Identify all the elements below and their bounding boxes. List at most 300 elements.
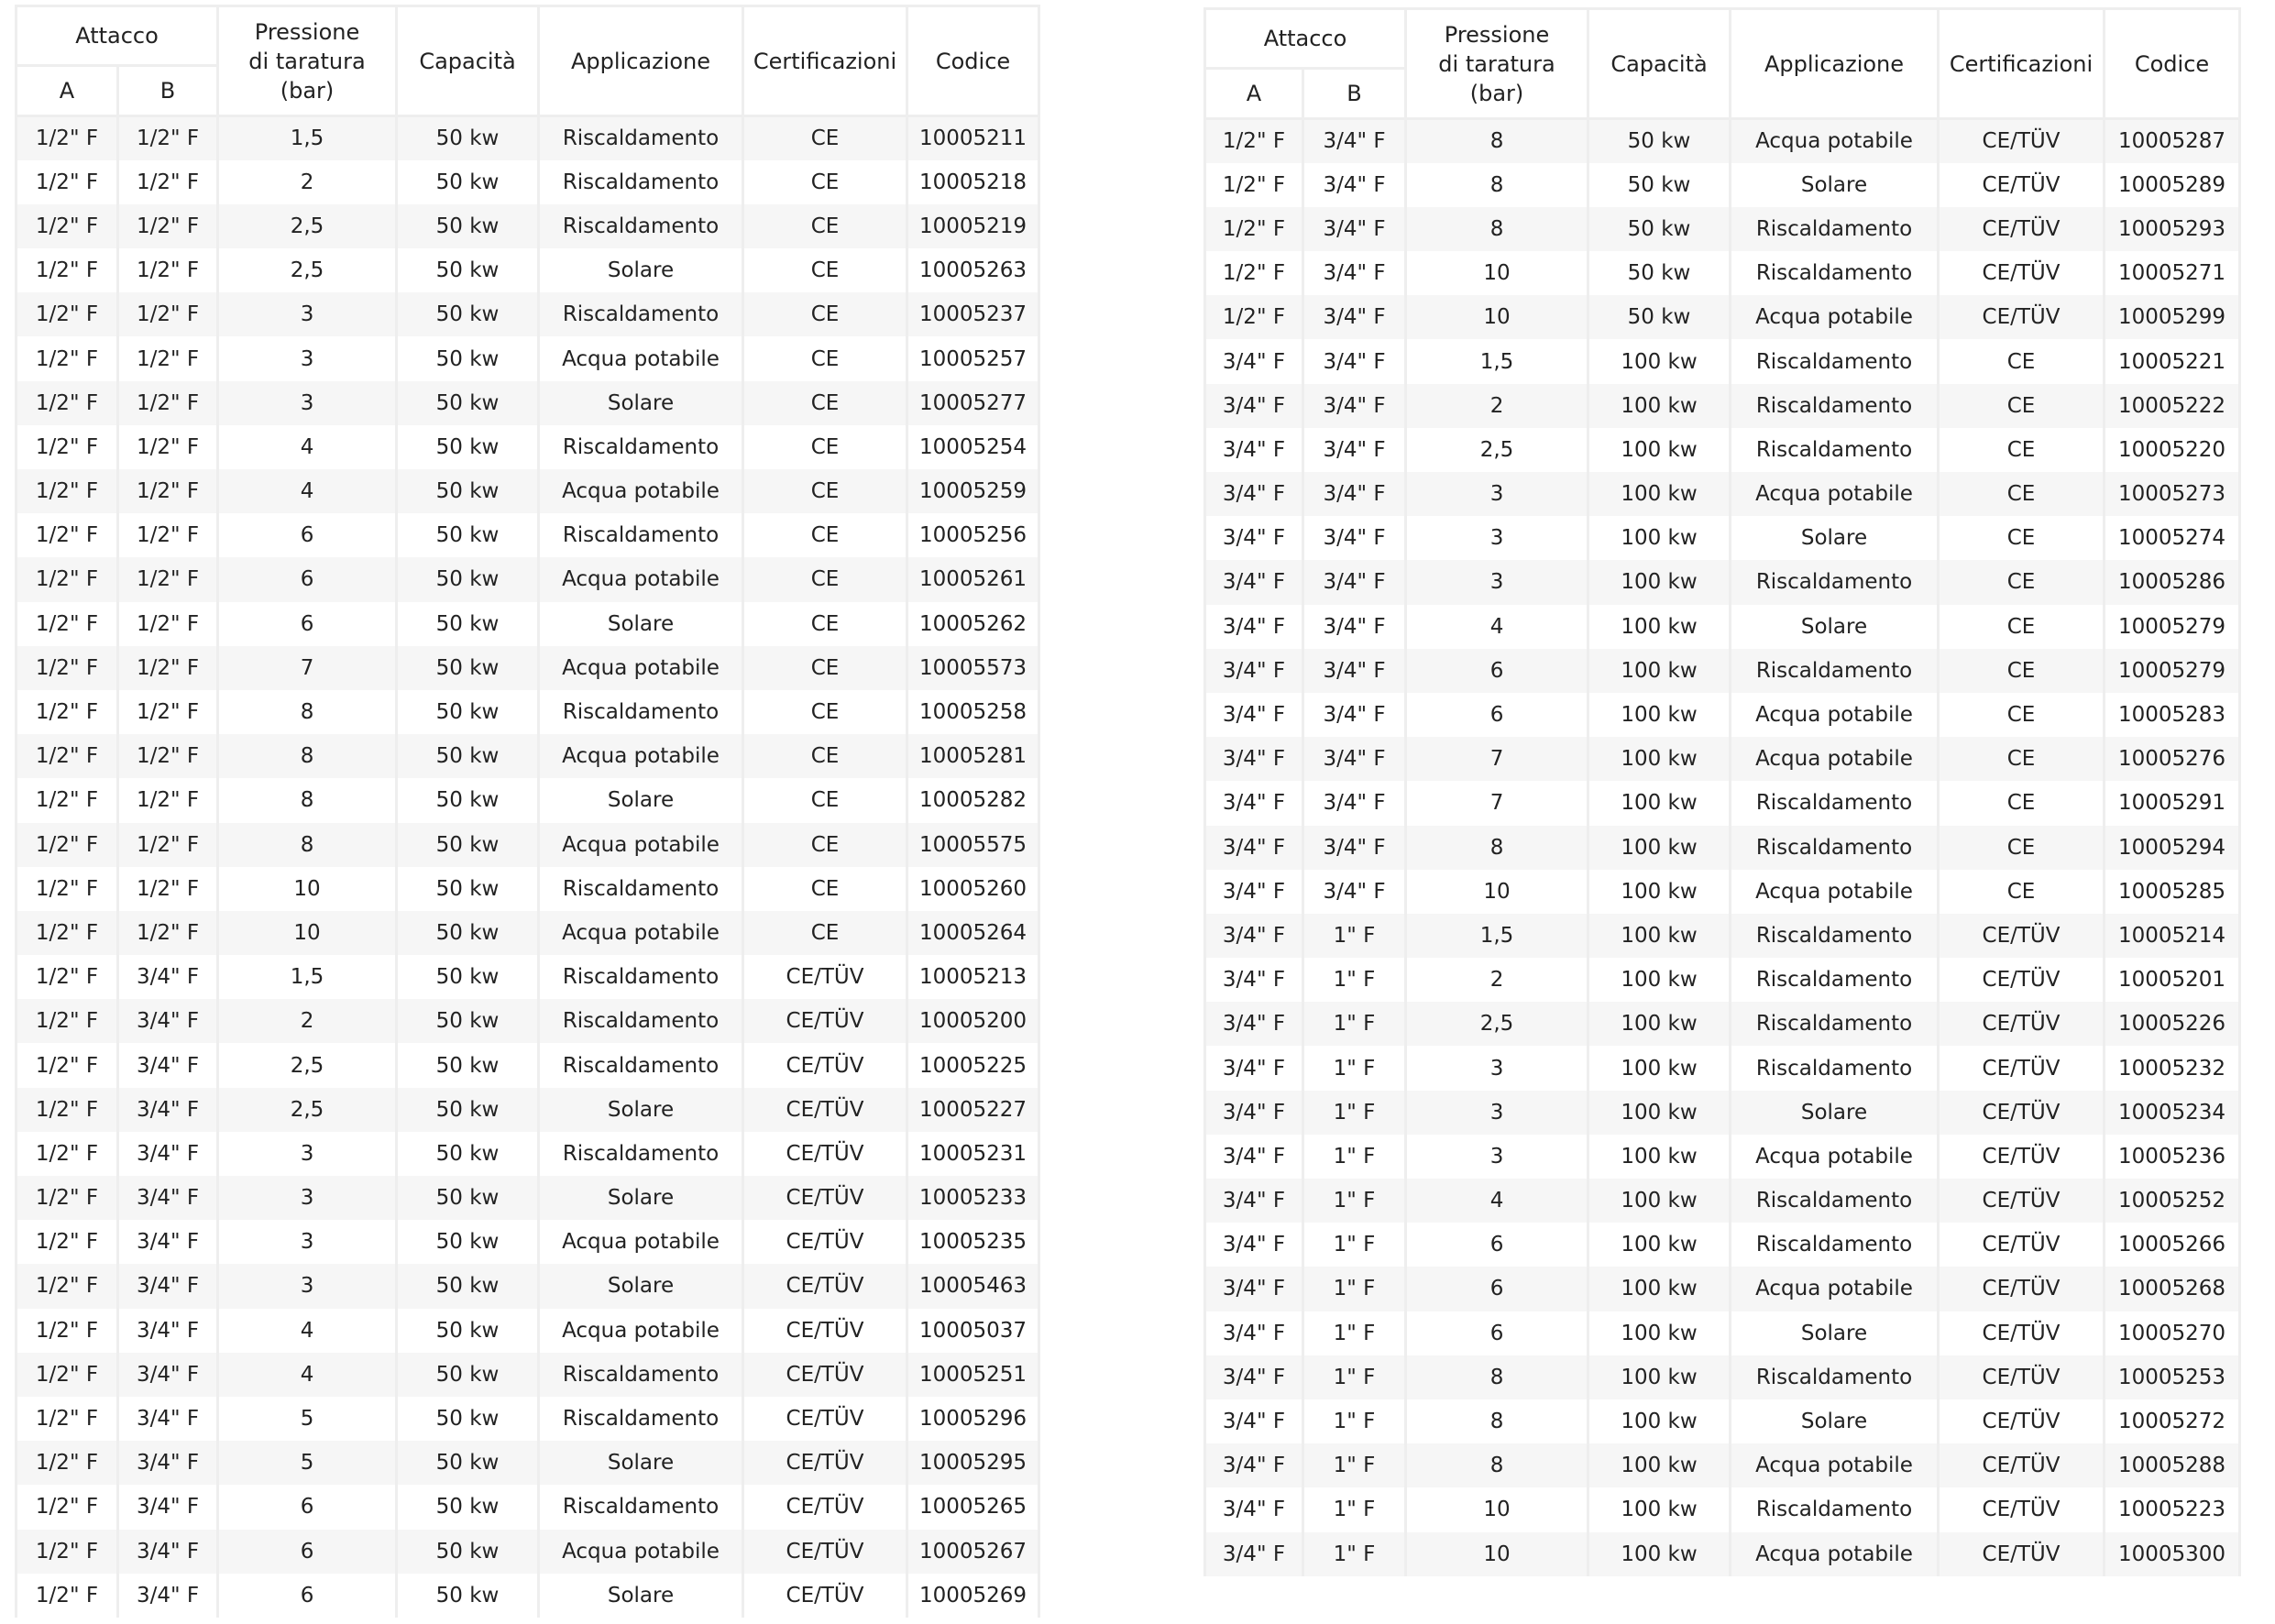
table-row	[1205, 649, 2240, 693]
cell-attacco-b: 1" F	[1303, 1223, 1406, 1267]
cell-capacita: 50 kw	[397, 381, 539, 425]
cell-attacco-b: 3/4" F	[118, 1088, 218, 1132]
cell-attacco-a: 3/4" F	[1205, 1091, 1303, 1135]
cell-attacco-b: 3/4" F	[118, 955, 218, 999]
cell-capacita: 100 kw	[1588, 649, 1731, 693]
cell-codice: 10005573	[907, 646, 1039, 690]
cell-applicazione: Acqua potabile	[1731, 1532, 1939, 1576]
cell-capacita: 50 kw	[1588, 119, 1731, 163]
cell-certificazioni: CE/TÜV	[743, 1574, 907, 1618]
cell-pressione: 10	[218, 911, 397, 955]
cell-attacco-a: 1/2" F	[16, 1574, 118, 1618]
cell-capacita: 50 kw	[397, 1176, 539, 1220]
cell-capacita: 100 kw	[1588, 1267, 1731, 1311]
cell-attacco-a: 3/4" F	[1205, 1223, 1303, 1267]
cell-attacco-b: 3/4" F	[1303, 781, 1406, 825]
cell-codice: 10005291	[2105, 781, 2240, 825]
cell-applicazione: Acqua potabile	[539, 1309, 743, 1353]
cell-pressione: 2,5	[218, 1043, 397, 1087]
cell-codice: 10005232	[2105, 1046, 2240, 1090]
cell-pressione: 3	[218, 1176, 397, 1220]
table-row	[16, 1485, 1039, 1529]
cell-pressione: 8	[1406, 119, 1588, 163]
cell-codice: 10005269	[907, 1574, 1039, 1618]
cell-certificazioni: CE	[1939, 781, 2105, 825]
cell-certificazioni: CE/TÜV	[743, 1441, 907, 1485]
cell-attacco-b: 3/4" F	[1303, 649, 1406, 693]
cell-certificazioni: CE/TÜV	[1939, 295, 2105, 339]
cell-applicazione: Acqua potabile	[539, 1220, 743, 1264]
cell-attacco-a: 1/2" F	[16, 1132, 118, 1176]
cell-applicazione: Riscaldamento	[1731, 914, 1939, 958]
cell-attacco-a: 1/2" F	[16, 823, 118, 867]
cell-codice: 10005288	[2105, 1443, 2240, 1487]
cell-attacco-a: 3/4" F	[1205, 914, 1303, 958]
cell-pressione: 7	[1406, 781, 1588, 825]
cell-pressione: 8	[1406, 1355, 1588, 1399]
cell-attacco-a: 3/4" F	[1205, 1179, 1303, 1223]
cell-attacco-b: 3/4" F	[118, 1485, 218, 1529]
cell-certificazioni: CE	[743, 867, 907, 911]
cell-certificazioni: CE/TÜV	[1939, 914, 2105, 958]
cell-pressione: 3	[1406, 472, 1588, 516]
table-row	[16, 557, 1039, 601]
cell-codice: 10005272	[2105, 1399, 2240, 1443]
cell-attacco-a: 3/4" F	[1205, 1487, 1303, 1531]
cell-codice: 10005256	[907, 513, 1039, 557]
cell-capacita: 50 kw	[397, 1264, 539, 1308]
cell-pressione: 6	[218, 557, 397, 601]
cell-codice: 10005226	[2105, 1002, 2240, 1046]
header-codice: Codice	[2105, 9, 2240, 119]
cell-codice: 10005287	[2105, 119, 2240, 163]
cell-pressione: 2	[1406, 958, 1588, 1002]
cell-attacco-b: 3/4" F	[1303, 472, 1406, 516]
cell-capacita: 100 kw	[1588, 1487, 1731, 1531]
cell-certificazioni: CE/TÜV	[743, 1264, 907, 1308]
cell-attacco-b: 3/4" F	[1303, 737, 1406, 781]
header-pressione-line1: Pressione	[1444, 21, 1550, 48]
cell-applicazione: Riscaldamento	[1731, 1223, 1939, 1267]
cell-capacita: 100 kw	[1588, 516, 1731, 560]
cell-applicazione: Riscaldamento	[1731, 781, 1939, 825]
cell-certificazioni: CE	[1939, 384, 2105, 428]
table-row	[1205, 1311, 2240, 1355]
cell-attacco-b: 1/2" F	[118, 425, 218, 469]
cell-attacco-b: 3/4" F	[118, 1530, 218, 1574]
cell-pressione: 4	[1406, 605, 1588, 649]
cell-attacco-b: 1" F	[1303, 1002, 1406, 1046]
cell-applicazione: Riscaldamento	[539, 425, 743, 469]
table-row	[1205, 1487, 2240, 1531]
table-row	[16, 955, 1039, 999]
header-capacita: Capacità	[1588, 9, 1731, 119]
cell-attacco-b: 1/2" F	[118, 292, 218, 336]
cell-capacita: 50 kw	[397, 1220, 539, 1264]
cell-applicazione: Riscaldamento	[1731, 958, 1939, 1002]
cell-attacco-b: 3/4" F	[1303, 163, 1406, 207]
cell-pressione: 4	[218, 1353, 397, 1397]
cell-codice: 10005300	[2105, 1532, 2240, 1576]
cell-certificazioni: CE/TÜV	[743, 1176, 907, 1220]
cell-codice: 10005219	[907, 204, 1039, 248]
cell-attacco-a: 3/4" F	[1205, 339, 1303, 383]
table-row	[16, 1530, 1039, 1574]
cell-attacco-a: 1/2" F	[16, 336, 118, 380]
cell-attacco-a: 1/2" F	[16, 1353, 118, 1397]
cell-pressione: 6	[1406, 1223, 1588, 1267]
cell-codice: 10005254	[907, 425, 1039, 469]
cell-certificazioni: CE/TÜV	[1939, 163, 2105, 207]
cell-attacco-b: 3/4" F	[118, 1309, 218, 1353]
header-attacco: Attacco	[1205, 9, 1406, 69]
cell-attacco-a: 1/2" F	[16, 734, 118, 778]
table-row	[16, 999, 1039, 1043]
table-row	[1205, 207, 2240, 251]
table-row	[1205, 163, 2240, 207]
table-row	[16, 867, 1039, 911]
table-row	[16, 690, 1039, 734]
cell-certificazioni: CE	[743, 336, 907, 380]
cell-pressione: 3	[1406, 1091, 1588, 1135]
cell-applicazione: Acqua potabile	[1731, 737, 1939, 781]
cell-capacita: 50 kw	[1588, 251, 1731, 295]
cell-attacco-b: 3/4" F	[1303, 605, 1406, 649]
cell-pressione: 5	[218, 1441, 397, 1485]
cell-attacco-b: 1" F	[1303, 914, 1406, 958]
cell-applicazione: Acqua potabile	[1731, 119, 1939, 163]
cell-certificazioni: CE/TÜV	[1939, 251, 2105, 295]
cell-codice: 10005220	[2105, 428, 2240, 472]
header-pressione-line2: di taratura	[248, 48, 366, 74]
cell-attacco-b: 1" F	[1303, 1091, 1406, 1135]
cell-certificazioni: CE/TÜV	[1939, 1179, 2105, 1223]
header-b: B	[1303, 69, 1406, 119]
table-row	[1205, 914, 2240, 958]
header-pressione-line1: Pressione	[254, 18, 360, 45]
cell-capacita: 50 kw	[397, 646, 539, 690]
table-body	[1205, 119, 2240, 1576]
table-body	[16, 116, 1039, 1618]
cell-capacita: 100 kw	[1588, 693, 1731, 737]
cell-codice: 10005463	[907, 1264, 1039, 1308]
cell-attacco-b: 1/2" F	[118, 823, 218, 867]
cell-pressione: 2,5	[218, 204, 397, 248]
cell-capacita: 50 kw	[397, 1441, 539, 1485]
table-row	[1205, 826, 2240, 870]
cell-pressione: 6	[218, 1485, 397, 1529]
header-pressione	[1406, 9, 1588, 119]
cell-codice: 10005265	[907, 1485, 1039, 1529]
cell-applicazione: Acqua potabile	[539, 734, 743, 778]
cell-certificazioni: CE/TÜV	[1939, 1487, 2105, 1531]
header-certificazioni: Certificazioni	[1939, 9, 2105, 119]
cell-certificazioni: CE/TÜV	[743, 955, 907, 999]
cell-attacco-a: 1/2" F	[16, 602, 118, 646]
header-b: B	[118, 66, 218, 116]
cell-codice: 10005237	[907, 292, 1039, 336]
cell-capacita: 100 kw	[1588, 428, 1731, 472]
cell-capacita: 50 kw	[397, 1088, 539, 1132]
cell-codice: 10005282	[907, 778, 1039, 822]
table-row	[1205, 958, 2240, 1002]
cell-applicazione: Acqua potabile	[1731, 472, 1939, 516]
table-row	[16, 204, 1039, 248]
cell-codice: 10005236	[2105, 1135, 2240, 1179]
cell-applicazione: Solare	[539, 1441, 743, 1485]
cell-applicazione: Riscaldamento	[539, 999, 743, 1043]
cell-applicazione: Acqua potabile	[1731, 295, 1939, 339]
cell-attacco-a: 1/2" F	[16, 778, 118, 822]
cell-attacco-a: 1/2" F	[16, 1309, 118, 1353]
cell-capacita: 50 kw	[1588, 207, 1731, 251]
table-row	[16, 1132, 1039, 1176]
cell-attacco-a: 1/2" F	[16, 116, 118, 160]
cell-capacita: 50 kw	[397, 690, 539, 734]
cell-codice: 10005277	[907, 381, 1039, 425]
cell-codice: 10005259	[907, 469, 1039, 513]
table-row	[16, 778, 1039, 822]
cell-attacco-a: 1/2" F	[16, 1264, 118, 1308]
cell-attacco-a: 3/4" F	[1205, 605, 1303, 649]
cell-pressione: 1,5	[1406, 914, 1588, 958]
cell-applicazione: Solare	[539, 381, 743, 425]
cell-attacco-a: 3/4" F	[1205, 1311, 1303, 1355]
cell-capacita: 100 kw	[1588, 339, 1731, 383]
cell-pressione: 10	[1406, 1532, 1588, 1576]
cell-codice: 10005235	[907, 1220, 1039, 1264]
cell-applicazione: Acqua potabile	[1731, 870, 1939, 914]
cell-attacco-a: 1/2" F	[16, 1043, 118, 1087]
cell-codice: 10005214	[2105, 914, 2240, 958]
cell-attacco-a: 3/4" F	[1205, 870, 1303, 914]
cell-pressione: 3	[218, 1132, 397, 1176]
cell-capacita: 50 kw	[397, 116, 539, 160]
cell-attacco-b: 1/2" F	[118, 336, 218, 380]
table-row	[16, 1397, 1039, 1441]
cell-attacco-b: 3/4" F	[1303, 516, 1406, 560]
cell-attacco-b: 3/4" F	[1303, 870, 1406, 914]
cell-pressione: 1,5	[218, 116, 397, 160]
table-row	[1205, 1223, 2240, 1267]
cell-certificazioni: CE	[1939, 428, 2105, 472]
cell-attacco-b: 3/4" F	[1303, 384, 1406, 428]
cell-codice: 10005225	[907, 1043, 1039, 1087]
cell-attacco-b: 3/4" F	[1303, 339, 1406, 383]
cell-attacco-b: 1" F	[1303, 1135, 1406, 1179]
cell-certificazioni: CE	[743, 911, 907, 955]
cell-applicazione: Acqua potabile	[1731, 693, 1939, 737]
cell-applicazione: Riscaldamento	[1731, 1179, 1939, 1223]
cell-codice: 10005279	[2105, 605, 2240, 649]
cell-certificazioni: CE/TÜV	[743, 1530, 907, 1574]
cell-attacco-a: 1/2" F	[1205, 163, 1303, 207]
cell-pressione: 1,5	[218, 955, 397, 999]
header-applicazione: Applicazione	[1731, 9, 1939, 119]
cell-certificazioni: CE	[743, 602, 907, 646]
cell-attacco-a: 3/4" F	[1205, 472, 1303, 516]
cell-pressione: 3	[218, 1264, 397, 1308]
cell-certificazioni: CE/TÜV	[1939, 1532, 2105, 1576]
cell-applicazione: Solare	[539, 248, 743, 292]
cell-attacco-a: 3/4" F	[1205, 693, 1303, 737]
cell-pressione: 4	[218, 1309, 397, 1353]
cell-applicazione: Riscaldamento	[539, 955, 743, 999]
cell-capacita: 50 kw	[397, 911, 539, 955]
table-row	[16, 1220, 1039, 1264]
header-a: A	[16, 66, 118, 116]
table-row	[1205, 1399, 2240, 1443]
cell-attacco-a: 1/2" F	[1205, 251, 1303, 295]
cell-pressione: 2	[218, 999, 397, 1043]
table-row	[16, 1574, 1039, 1618]
cell-certificazioni: CE	[1939, 693, 2105, 737]
cell-pressione: 10	[1406, 870, 1588, 914]
cell-attacco-a: 3/4" F	[1205, 781, 1303, 825]
cell-certificazioni: CE	[743, 381, 907, 425]
cell-attacco-b: 3/4" F	[118, 999, 218, 1043]
table-row	[16, 1353, 1039, 1397]
cell-capacita: 50 kw	[397, 557, 539, 601]
cell-codice: 10005267	[907, 1530, 1039, 1574]
cell-codice: 10005273	[2105, 472, 2240, 516]
cell-applicazione: Riscaldamento	[539, 513, 743, 557]
cell-applicazione: Solare	[539, 1176, 743, 1220]
table-row	[1205, 119, 2240, 163]
cell-attacco-a: 1/2" F	[16, 381, 118, 425]
cell-pressione: 8	[218, 778, 397, 822]
cell-attacco-a: 3/4" F	[1205, 1399, 1303, 1443]
cell-codice: 10005258	[907, 690, 1039, 734]
cell-applicazione: Riscaldamento	[1731, 384, 1939, 428]
cell-applicazione: Riscaldamento	[539, 1132, 743, 1176]
table-row	[1205, 1443, 2240, 1487]
cell-attacco-a: 3/4" F	[1205, 1002, 1303, 1046]
cell-capacita: 100 kw	[1588, 1223, 1731, 1267]
cell-applicazione: Riscaldamento	[1731, 207, 1939, 251]
cell-applicazione: Solare	[1731, 1399, 1939, 1443]
cell-attacco-b: 1/2" F	[118, 646, 218, 690]
table-row	[16, 248, 1039, 292]
cell-capacita: 100 kw	[1588, 1443, 1731, 1487]
cell-certificazioni: CE/TÜV	[743, 1397, 907, 1441]
cell-certificazioni: CE	[743, 469, 907, 513]
cell-capacita: 100 kw	[1588, 472, 1731, 516]
cell-attacco-b: 1" F	[1303, 1443, 1406, 1487]
cell-capacita: 100 kw	[1588, 1002, 1731, 1046]
cell-codice: 10005253	[2105, 1355, 2240, 1399]
table-row	[16, 292, 1039, 336]
cell-capacita: 50 kw	[397, 1397, 539, 1441]
cell-applicazione: Acqua potabile	[539, 911, 743, 955]
cell-capacita: 50 kw	[397, 204, 539, 248]
cell-applicazione: Acqua potabile	[1731, 1267, 1939, 1311]
cell-codice: 10005289	[2105, 163, 2240, 207]
cell-certificazioni: CE/TÜV	[743, 1485, 907, 1529]
cell-capacita: 100 kw	[1588, 1399, 1731, 1443]
cell-applicazione: Solare	[539, 1264, 743, 1308]
cell-codice: 10005274	[2105, 516, 2240, 560]
cell-certificazioni: CE	[1939, 870, 2105, 914]
cell-capacita: 50 kw	[397, 1574, 539, 1618]
cell-attacco-b: 3/4" F	[118, 1397, 218, 1441]
cell-pressione: 6	[1406, 649, 1588, 693]
table-row	[1205, 1002, 2240, 1046]
header-pressione-line3: (bar)	[1469, 80, 1524, 106]
cell-attacco-b: 1" F	[1303, 1355, 1406, 1399]
cell-codice: 10005233	[907, 1176, 1039, 1220]
cell-attacco-b: 1/2" F	[118, 557, 218, 601]
table-row	[1205, 737, 2240, 781]
cell-codice: 10005295	[907, 1441, 1039, 1485]
cell-capacita: 100 kw	[1588, 737, 1731, 781]
cell-pressione: 10	[1406, 251, 1588, 295]
table-row	[16, 381, 1039, 425]
cell-certificazioni: CE	[1939, 826, 2105, 870]
cell-attacco-b: 1" F	[1303, 1267, 1406, 1311]
cell-certificazioni: CE	[743, 557, 907, 601]
cell-codice: 10005213	[907, 955, 1039, 999]
cell-attacco-b: 3/4" F	[1303, 295, 1406, 339]
cell-certificazioni: CE	[1939, 560, 2105, 604]
cell-pressione: 6	[218, 602, 397, 646]
cell-capacita: 50 kw	[397, 734, 539, 778]
cell-attacco-b: 3/4" F	[118, 1574, 218, 1618]
cell-codice: 10005271	[2105, 251, 2240, 295]
cell-attacco-a: 1/2" F	[16, 911, 118, 955]
cell-applicazione: Riscaldamento	[539, 1043, 743, 1087]
cell-capacita: 50 kw	[397, 778, 539, 822]
cell-capacita: 50 kw	[397, 160, 539, 204]
cell-codice: 10005279	[2105, 649, 2240, 693]
cell-capacita: 50 kw	[397, 1309, 539, 1353]
cell-attacco-a: 1/2" F	[16, 1088, 118, 1132]
cell-certificazioni: CE/TÜV	[743, 1309, 907, 1353]
cell-pressione: 10	[1406, 295, 1588, 339]
cell-attacco-b: 1/2" F	[118, 469, 218, 513]
cell-capacita: 50 kw	[1588, 163, 1731, 207]
cell-attacco-b: 1" F	[1303, 1046, 1406, 1090]
cell-certificazioni: CE/TÜV	[743, 999, 907, 1043]
table-row	[16, 160, 1039, 204]
cell-attacco-b: 1/2" F	[118, 513, 218, 557]
cell-capacita: 100 kw	[1588, 1532, 1731, 1576]
cell-pressione: 4	[218, 425, 397, 469]
cell-attacco-b: 1" F	[1303, 1399, 1406, 1443]
cell-pressione: 10	[1406, 1487, 1588, 1531]
cell-codice: 10005283	[2105, 693, 2240, 737]
cell-pressione: 8	[1406, 1399, 1588, 1443]
cell-capacita: 100 kw	[1588, 958, 1731, 1002]
cell-pressione: 8	[218, 690, 397, 734]
cell-codice: 10005281	[907, 734, 1039, 778]
cell-attacco-b: 1" F	[1303, 1532, 1406, 1576]
cell-attacco-a: 3/4" F	[1205, 737, 1303, 781]
cell-capacita: 100 kw	[1588, 781, 1731, 825]
cell-applicazione: Acqua potabile	[539, 336, 743, 380]
table-row	[1205, 295, 2240, 339]
cell-attacco-a: 1/2" F	[1205, 207, 1303, 251]
cell-attacco-b: 1/2" F	[118, 116, 218, 160]
cell-capacita: 100 kw	[1588, 914, 1731, 958]
cell-capacita: 100 kw	[1588, 826, 1731, 870]
cell-attacco-a: 1/2" F	[16, 1441, 118, 1485]
table-row	[16, 1043, 1039, 1087]
cell-attacco-a: 1/2" F	[1205, 119, 1303, 163]
cell-capacita: 50 kw	[397, 1530, 539, 1574]
cell-pressione: 2	[218, 160, 397, 204]
cell-codice: 10005264	[907, 911, 1039, 955]
